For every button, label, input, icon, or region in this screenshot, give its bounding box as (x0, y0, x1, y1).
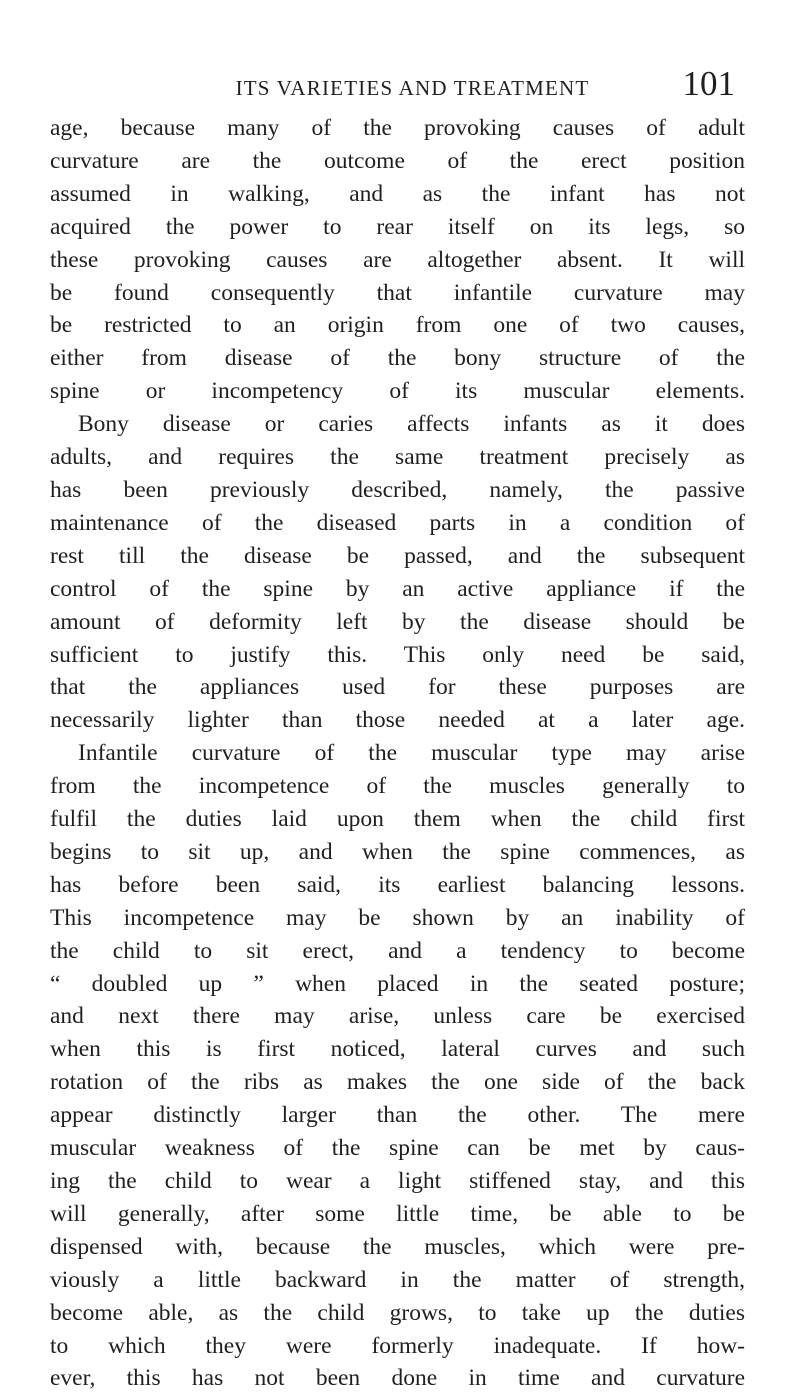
text-line: dispensed with, because the muscles, which were pre- (50, 1233, 745, 1260)
text-line: rest till the disease be passed, and the subsequent (50, 542, 745, 569)
text-line: when this is first noticed, lateral curves and such (50, 1036, 745, 1063)
text-line: fulfil the duties laid upon them when the child first (50, 806, 745, 833)
text-line: adults, and requires the same treatment precisely as (50, 444, 745, 471)
text-line: assumed in walking, and as the infant has not (50, 180, 745, 207)
text-line: maintenance of the diseased parts in a condition of (50, 509, 745, 536)
body-text (50, 112, 745, 1395)
text-line: acquired the power to rear itself on its legs, so (50, 213, 745, 240)
text-line: be found consequently that infantile curvature may (50, 279, 745, 306)
text-line: appear distinctly larger than the other. The mere (50, 1102, 745, 1129)
text-line: curvature are the outcome of the erect position (50, 147, 745, 174)
text-line: either from disease of the bony structure of the (50, 345, 745, 372)
text-line: be restricted to an origin from one of two causes, (50, 312, 745, 339)
text-line: that the appliances used for these purposes are (50, 674, 745, 701)
text-line: become able, as the child grows, to take up the duties (50, 1299, 745, 1326)
text-line: age, because many of the provoking causes of adult (50, 115, 745, 141)
text-line: Infantile curvature of the muscular type may arise (78, 740, 745, 767)
text-line: muscular weakness of the spine can be met by caus- (50, 1135, 745, 1162)
text-line: amount of deformity left by the disease should be (50, 608, 745, 635)
page-number: 101 (682, 64, 735, 103)
text-line: begins to sit up, and when the spine commences, as (50, 838, 745, 865)
text-line: sufficient to justify this. This only need be said, (50, 641, 745, 668)
running-head-title: ITS VARIETIES AND TREATMENT (235, 76, 590, 100)
text-line: the child to sit erect, and a tendency to become (50, 937, 745, 964)
text-line: rotation of the ribs as makes the one side of the back (50, 1069, 745, 1096)
text-line: to which they were formerly inadequate. If how- (50, 1332, 745, 1359)
running-head (90, 64, 735, 104)
text-line: ever, this has not been done in time and curvature (50, 1365, 745, 1392)
text-line: has before been said, its earliest balancing lessons. (50, 871, 745, 898)
text-line: control of the spine by an active appliance if the (50, 575, 745, 602)
text-line: these provoking causes are altogether absent. It will (50, 246, 745, 273)
text-line: has been previously described, namely, the passive (50, 476, 745, 503)
text-line: ing the child to wear a light stiffened stay, and this (50, 1168, 745, 1194)
text-line: This incompetence may be shown by an inability of (50, 904, 745, 931)
text-line: from the incompetence of the muscles generally to (50, 773, 745, 800)
text-line: necessarily lighter than those needed at a later age. (50, 707, 745, 734)
text-line: viously a little backward in the matter of strength, (50, 1266, 745, 1293)
text-line: will generally, after some little time, be able to be (50, 1200, 745, 1227)
text-line: Bony disease or caries affects infants as it does (78, 411, 745, 438)
text-line: spine or incompetency of its muscular elements. (50, 378, 745, 405)
text-line: and next there may arise, unless care be exercised (50, 1003, 745, 1030)
text-line: “ doubled up ” when placed in the seated posture; (50, 970, 745, 997)
